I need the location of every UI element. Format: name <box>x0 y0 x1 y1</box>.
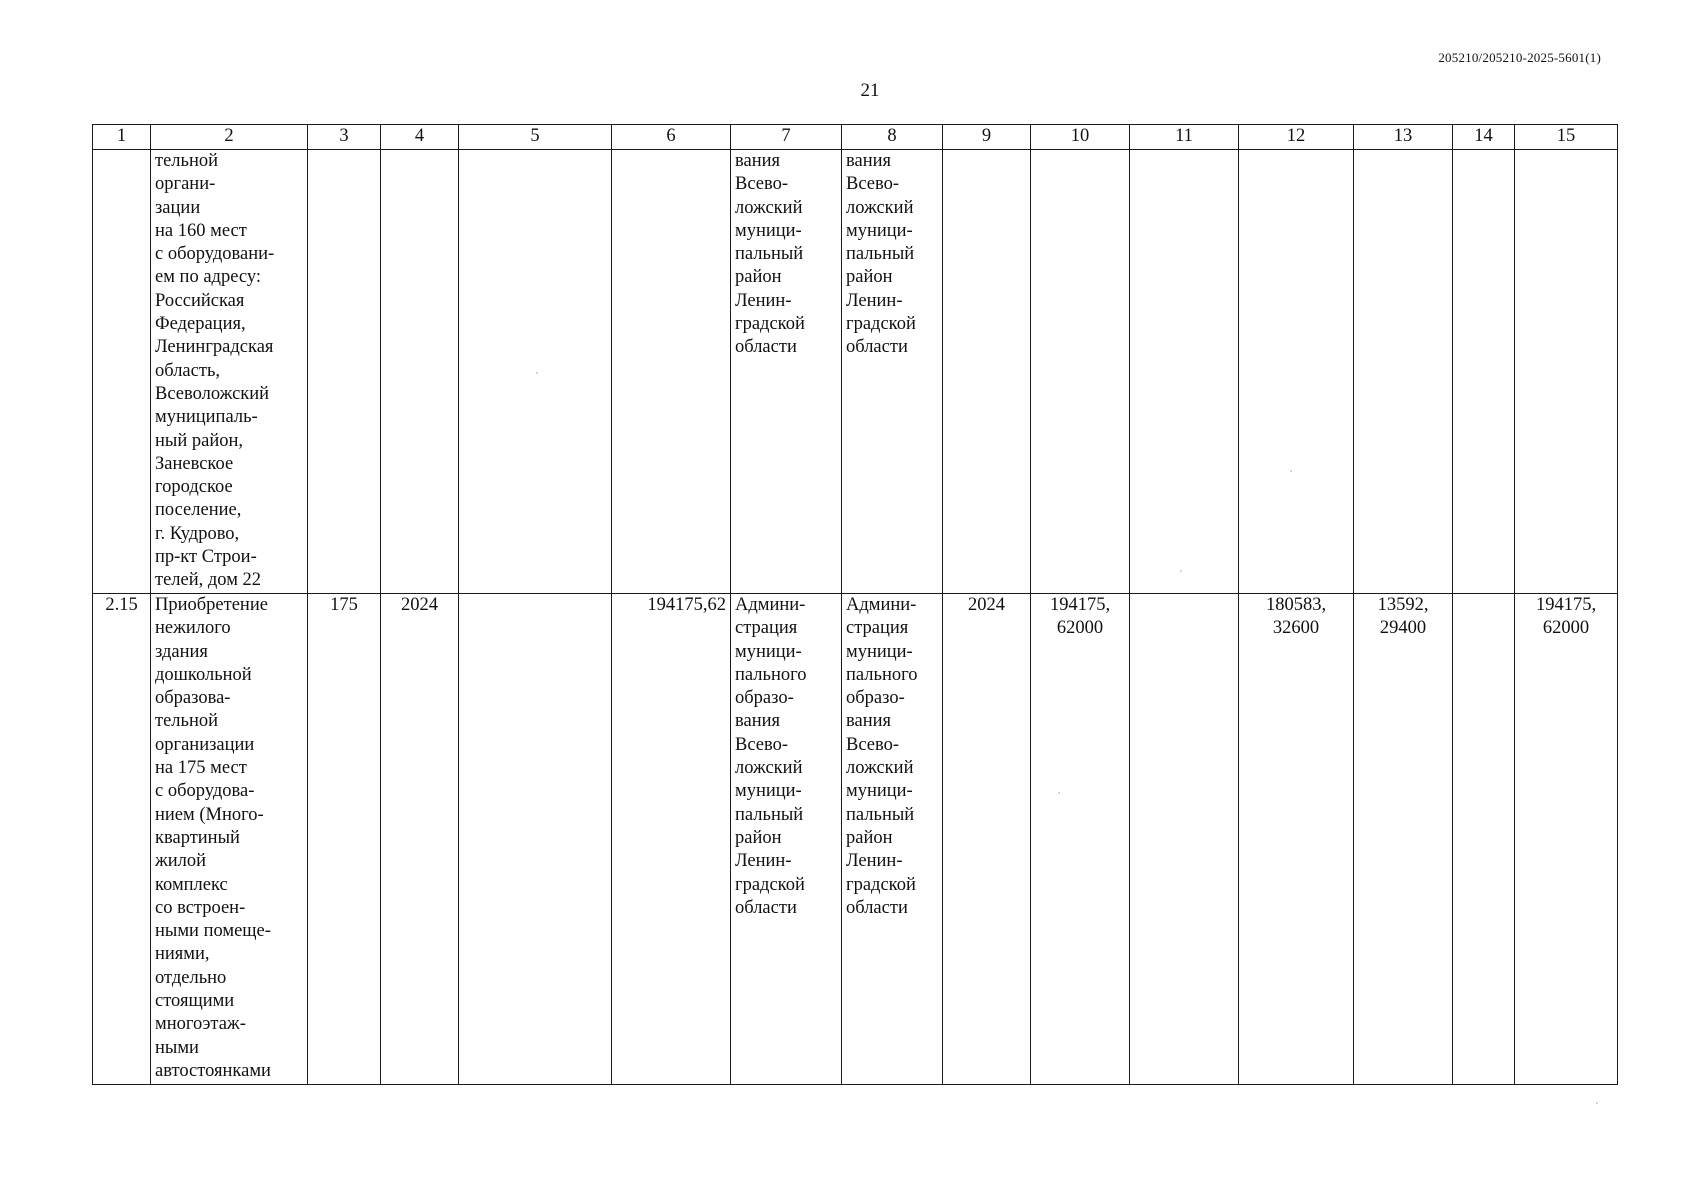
column-header: 11 <box>1130 125 1239 150</box>
cell-developer: вания Всево- ложский муници- пальный район Ленин- градской области <box>842 150 943 594</box>
cell-object-name: тельной органи- зации на 160 мест с оборудовани- ем по адресу: Российская Федерация, Ленинградская область, Всеволожский муниципаль- ный район, Заневское городское поселение, г. Кудрово, пр-кт Строи- телей, дом 22 <box>151 150 308 594</box>
cell-total: 194175, 62000 <box>1031 594 1130 1085</box>
cell-row-number: 2.15 <box>93 594 151 1085</box>
scan-speck <box>1058 792 1060 794</box>
column-header: 12 <box>1239 125 1354 150</box>
column-header: 2 <box>151 125 308 150</box>
column-header: 6 <box>612 125 731 150</box>
scan-speck <box>536 372 538 374</box>
cell-col11 <box>1130 594 1239 1085</box>
cell-col14 <box>1453 150 1515 594</box>
cell-col12: 180583, 32600 <box>1239 594 1354 1085</box>
scan-speck <box>1180 570 1182 572</box>
scan-speck <box>1596 1102 1598 1104</box>
cell-capacity <box>308 150 381 594</box>
cell-col15: 194175, 62000 <box>1515 594 1618 1085</box>
column-number-row <box>93 125 1618 150</box>
cell-cost: 194175,62 <box>612 594 731 1085</box>
cell-year-finance: 2024 <box>943 594 1031 1085</box>
column-header: 13 <box>1354 125 1453 150</box>
scan-speck <box>1290 470 1292 472</box>
cell-customer: Админи- страция муници- пального образо- вания Всево- ложский муници- пальный район Ленин- градской области <box>731 594 842 1085</box>
cell-object-name: Приобретение нежилого здания дошкольной образова- тельной организации на 175 мест с оборудова- нием (Много- квартиный жилой комплекс со встроен- ными помеще- ниями, отдельно стоящими многоэтаж- ными автостоянками <box>151 594 308 1085</box>
column-header: 9 <box>943 125 1031 150</box>
column-header: 3 <box>308 125 381 150</box>
cell-customer: вания Всево- ложский муници- пальный район Ленин- градской области <box>731 150 842 594</box>
table-row <box>93 150 1618 594</box>
column-header: 5 <box>459 125 612 150</box>
column-header: 7 <box>731 125 842 150</box>
column-header: 15 <box>1515 125 1618 150</box>
cell-year-finance <box>943 150 1031 594</box>
data-table <box>92 124 1618 1085</box>
cell-year: 2024 <box>381 594 459 1085</box>
cell-col13 <box>1354 150 1453 594</box>
cell-col12 <box>1239 150 1354 594</box>
cell-col15 <box>1515 150 1618 594</box>
column-header: 4 <box>381 125 459 150</box>
column-header: 10 <box>1031 125 1130 150</box>
cell-cost <box>612 150 731 594</box>
column-header: 1 <box>93 125 151 150</box>
cell-capacity: 175 <box>308 594 381 1085</box>
column-header: 8 <box>842 125 943 150</box>
cell-col11 <box>1130 150 1239 594</box>
document-id: 205210/205210-2025-5601(1) <box>1438 50 1601 65</box>
table-row <box>93 594 1618 1085</box>
cell-col14 <box>1453 594 1515 1085</box>
cell-total <box>1031 150 1130 594</box>
cell-year <box>381 150 459 594</box>
cell-developer: Админи- страция муници- пального образо- вания Всево- ложский муници- пальный район Ленин- градской области <box>842 594 943 1085</box>
cell-col5 <box>459 594 612 1085</box>
column-header: 14 <box>1453 125 1515 150</box>
cell-row-number <box>93 150 151 594</box>
cell-col5 <box>459 150 612 594</box>
page-number: 21 <box>860 80 880 101</box>
cell-col13: 13592, 29400 <box>1354 594 1453 1085</box>
